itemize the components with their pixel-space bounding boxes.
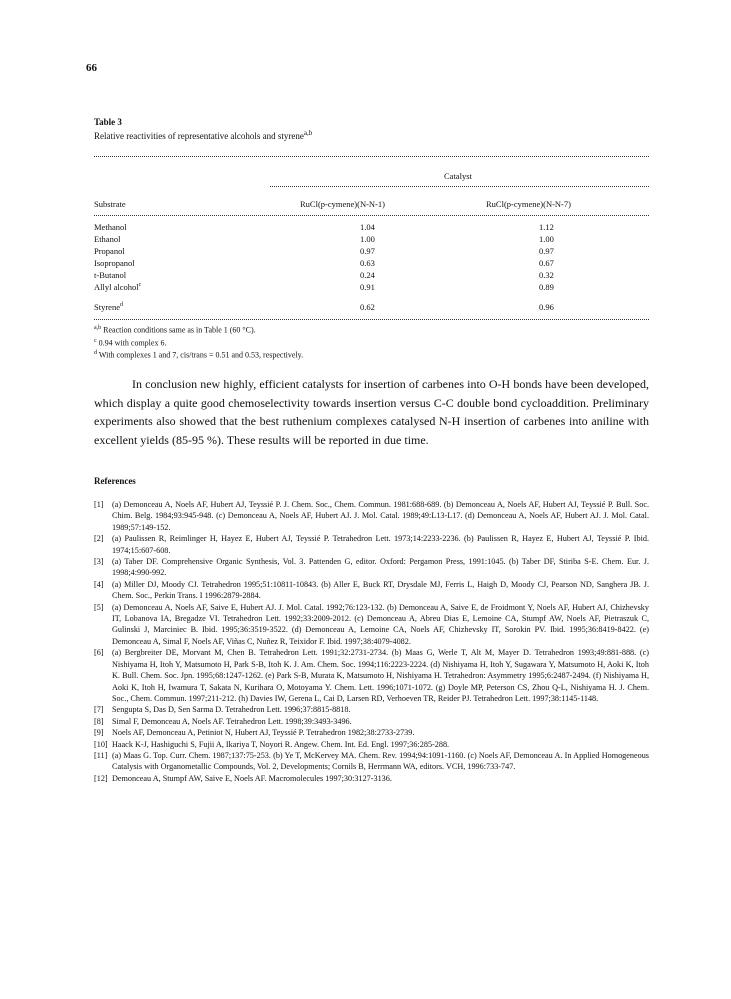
reference-item <box>94 704 649 715</box>
table-row <box>94 246 649 258</box>
table-subcaption <box>94 128 649 142</box>
reactivity-catalyst-7: 0.67 <box>539 258 554 268</box>
reference-text: Simal F, Demonceau A, Noels AF. Tetrahedron Lett. 1998;39:3493-3496. <box>112 716 352 726</box>
reference-number: [8] <box>94 716 104 726</box>
reference-number: [4] <box>94 579 104 589</box>
table-body <box>94 216 649 319</box>
substrate-name: Allyl alcohol <box>94 282 139 292</box>
reference-item <box>94 647 649 704</box>
substrate-cell <box>94 258 135 268</box>
substrate-name: t-Butanol <box>94 270 127 280</box>
references-list <box>94 499 649 784</box>
column-header-catalyst-1: RuCl(p-cymene)(N-N-1) <box>300 199 385 209</box>
table-footnote <box>94 336 649 349</box>
reference-item <box>94 499 649 533</box>
substrate-name: Propanol <box>94 246 125 256</box>
reference-text: Sengupta S, Das D, Sen Sarma D. Tetrahedron Lett. 1996;37:8815-8818. <box>112 705 351 715</box>
reference-number: [5] <box>94 602 104 612</box>
substrate-cell <box>94 270 126 280</box>
reference-number: [12] <box>94 773 108 783</box>
reactivity-catalyst-1: 0.63 <box>360 258 375 268</box>
catalyst-rule <box>270 186 649 187</box>
reference-item <box>94 750 649 773</box>
footnote-mark: a,b <box>94 325 102 331</box>
substrate-name: Ethanol <box>94 234 121 244</box>
table-3 <box>94 117 649 361</box>
reactivity-catalyst-1: 0.97 <box>360 246 375 256</box>
reference-text: (a) Demonceau A, Noels AF, Saive E, Hubert AJ. J. Mol. Catal. 1992;76:123-132. (b) Demonceau A, Saive E, de Froidmont Y, Noels AF, Hubert AJ, Chizhevsky IT, Lobanova IA, Bregadze VI. Tetrahedron Lett. 1992;33:2009-2012. (c) Demonceau A, Abreu Dias E, Lemoine CA, Stumpf AW, Noels AF, Pietraszuk C, Gulinski J, Marciniec B. Ibid. 1995;36:3519-3522. (d) Demonceau A, Lemoine CA, Noels AF, Chizhevsky IT, Sorokin PV. Ibid. 1995;36:8419-8422. (e) Demonceau A, Simal F, Noels AF, Viñas C, Nuñez R, Teixidor F. Ibid. 1997;38:4079-4082. <box>112 602 649 646</box>
reference-item <box>94 727 649 738</box>
page-number: 66 <box>86 62 97 74</box>
reference-text: Demonceau A, Stumpf AW, Saive E, Noels AF. Macromolecules 1997;30:3127-3136. <box>112 773 392 783</box>
substrate-cell <box>94 302 123 312</box>
conclusion-paragraph: In conclusion new highly, efficient catalysts for insertion of carbenes into O-H bonds have been developed, which display a quite good chemoselectivity towards insertion versus C-C double bond cycloaddition. Preliminary experiments also showed that the best ruthenium complexes catalysed N-H insertion of carbenes into aniline with excellent yields (85-95 %). These results will be reported in due time. <box>94 377 649 447</box>
substrate-cell <box>94 234 120 244</box>
reference-number: [11] <box>94 750 108 760</box>
reactivity-catalyst-7: 0.32 <box>539 270 554 280</box>
reference-number: [9] <box>94 728 104 738</box>
footnote-text: With complexes 1 and 7, cis/trans = 0.51 and 0.53, respectively. <box>98 350 304 360</box>
substrate-footnote-mark: d <box>119 302 123 309</box>
reactivity-catalyst-1: 0.24 <box>360 270 375 280</box>
column-header-substrate: Substrate <box>94 199 126 209</box>
reference-item <box>94 579 649 602</box>
table-footnote <box>94 348 649 361</box>
reference-text: Noels AF, Demonceau A, Petiniot N, Hubert AJ, Teyssié P. Tetrahedron 1982;38:2733-2739. <box>112 728 415 738</box>
reference-item <box>94 739 649 750</box>
substrate-name: Methanol <box>94 222 127 232</box>
table-row <box>94 222 649 234</box>
substrate-name: Styrene <box>94 302 120 312</box>
reactivity-catalyst-7: 1.12 <box>539 222 554 232</box>
table-footnote <box>94 323 649 336</box>
reactivity-catalyst-7: 0.96 <box>539 302 554 312</box>
table-header <box>94 157 649 215</box>
reference-number: [1] <box>94 500 104 509</box>
table-row <box>94 270 649 282</box>
reactivity-catalyst-7: 1.00 <box>539 234 554 244</box>
reference-text: (a) Taber DF. Comprehensive Organic Synthesis, Vol. 3. Pattenden G, editor. Oxford: Pergamon Press, 1991:1045. (b) Taber DF, Stiriba S-E. Chem. Eur. J. 1998;4:990-992. <box>112 557 649 578</box>
reference-text: Haack K-J, Hashiguchi S, Fujii A, Ikariya T, Noyori R. Angew. Chem. Int. Ed. Engl. 1997;36:285-288. <box>112 739 450 749</box>
table-row <box>94 258 649 270</box>
table-row <box>94 302 649 314</box>
references-heading: References <box>94 476 136 486</box>
reference-number: [7] <box>94 705 104 715</box>
footnote-text: 0.94 with complex 6. <box>98 338 167 348</box>
reference-number: [10] <box>94 739 108 749</box>
table-bottom-rule <box>94 319 649 320</box>
table-row <box>94 282 649 294</box>
substrate-footnote-mark: c <box>138 282 142 289</box>
reference-number: [6] <box>94 648 104 658</box>
reference-number: [3] <box>94 557 104 567</box>
reference-text: (a) Demonceau A, Noels AF, Hubert AJ, Teyssié P. J. Chem. Soc., Chem. Commun. 1981:688-689. (b) Demonceau A, Noels AF, Hubert AJ, Teyssié P. Bull. Soc. Chim. Belg. 1984;93:945-948. (c) Demonceau A, Noels AF, Hubert AJ. J. Mol. Catal. 1989;49:L13-L17. (d) Demonceau A, Noels AF, Hubert AJ. J. Mol. Catal. 1989;57:149-152. <box>112 500 649 532</box>
table-caption: Table 3 <box>94 117 122 127</box>
reference-text: (a) Bergbreiter DE, Morvant M, Chen B. Tetrahedron Lett. 1991;32:2731-2734. (b) Maas G, Werle T, Alt M, Mayer D. Tetrahedron 1993;49:881-888. (c) Nishiyama H, Itoh Y, Matsumoto H, Park S-B, Itoh K. J. Am. Chem. Soc. 1994;116:2223-2224. (d) Nishiyama H, Itoh Y, Sugawara Y, Matsumoto H, Aoki K, Itoh K. Bull. Chem. Soc. Jpn. 1995;68:1247-1262. (e) Park S-B, Murata K, Matsumoto H, Nishiyama H. Tetrahedron: Asymmetry 1995;6:2487-2494. (f) Nishiyama H, Aoki K, Itoh H, Iwamura T, Sakata N, Kurihara O, Motoyama Y. Chem. Lett. 1996;1071-1072. (g) Doyle MP, Peterson CS, Zhou Q-L, Nishiyama H. J. Chem. Soc., Chem. Commun. 1997;211-212. (h) Davies IW, Gerena L, Cai D, Larsen RD, Verhoeven TR, Reider PJ. Tetrahedron Lett. 1997;38:1145-1148. <box>112 648 649 703</box>
reference-item <box>94 773 649 784</box>
reactivity-catalyst-7: 0.97 <box>539 246 554 256</box>
footnote-text: Reaction conditions same as in Table 1 (60 °C). <box>103 325 256 335</box>
footnote-mark: d <box>94 350 97 357</box>
reference-text: (a) Paulissen R, Reimlinger H, Hayez E, Hubert AJ, Teyssié P. Tetrahedron Lett. 1973;14:2233-2236. (b) Paulissen R, Hayez E, Hubert AJ, Teyssié P. Ibid. 1974;15:607-608. <box>112 534 649 555</box>
substrate-name: Isopropanol <box>94 258 135 268</box>
reference-text: (a) Miller DJ, Moody CJ. Tetrahedron 1995;51:10811-10843. (b) Aller E, Buck RT, Drysdale MJ, Ferris L, Haigh D, Moody CJ, Pearson ND, Sanghera JB. J. Chem. Soc., Perkin Trans. I 1996:2879-2884. <box>112 579 649 601</box>
catalyst-header: Catalyst <box>444 171 472 181</box>
reference-item <box>94 533 649 556</box>
reference-number: [2] <box>94 534 104 544</box>
reference-item <box>94 602 649 648</box>
table-subcaption-sup: a,b <box>303 129 313 137</box>
reactivity-catalyst-7: 0.89 <box>539 282 554 292</box>
reactivity-catalyst-1: 1.04 <box>360 222 375 232</box>
substrate-cell <box>94 222 127 232</box>
table-subcaption-text: Relative reactivities of representative alcohols and styrene <box>94 131 304 141</box>
footnote-mark: c <box>94 337 97 344</box>
table-footnotes <box>94 323 649 361</box>
reference-text: (a) Maas G. Top. Curr. Chem. 1987;137:75-253. (b) Ye T, McKervey MA. Chem. Rev. 1994;94:1091-1160. (c) Noels AF, Demonceau A. In Applied Homogeneous Catalysis with Organometallic Compounds, Vol. 2, Developments; Cornils B, Herrmann WA, editors. VCH, 1996:733-747. <box>112 750 649 772</box>
reference-item <box>94 716 649 727</box>
table-row <box>94 234 649 246</box>
substrate-cell <box>94 282 141 292</box>
substrate-cell <box>94 246 125 256</box>
reference-item <box>94 556 649 579</box>
reactivity-catalyst-1: 1.00 <box>360 234 375 244</box>
reactivity-catalyst-1: 0.62 <box>360 302 375 312</box>
reactivity-catalyst-1: 0.91 <box>360 282 375 292</box>
column-header-catalyst-7: RuCl(p-cymene)(N-N-7) <box>486 199 571 209</box>
